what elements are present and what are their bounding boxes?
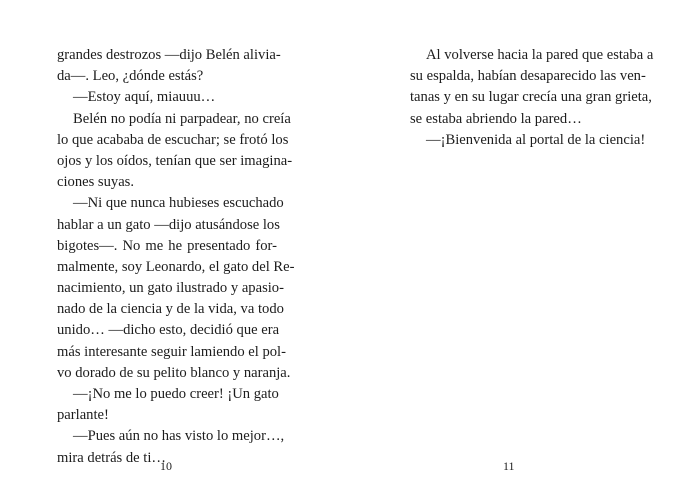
text-line: su espalda, habían desaparecido las ven- [410,68,646,85]
text-line: mira detrás de ti… [57,449,167,466]
right-page-number: 11 [503,459,515,473]
text-line: —¡Bienvenida al portal de la ciencia! [426,131,646,148]
text-line: —¡No me lo puedo creer! ¡Un gato [73,386,279,402]
left-page-text [57,45,295,469]
text-line: Al volverse hacia la pared que estaba a [426,47,654,63]
text-line: nacimiento, un gato ilustrado y apasio- [57,280,284,297]
text-line: —Estoy aquí, miauuu… [73,89,216,106]
text-line: unido… —dicho esto, decidió que era [57,322,280,339]
text-line: vo dorado de su pelito blanco y naranja. [57,364,291,381]
text-line: más interesante seguir lamiendo el pol- [57,343,286,360]
text-line: da—. Leo, ¿dónde estás? [57,68,204,85]
text-line: bigotes—. No me he presentado for- [57,237,277,254]
text-line: ojos y los oídos, tenían que ser imagina- [57,152,293,169]
text-line: grandes destrozos —dijo Belén alivia- [57,47,281,63]
left-page-number: 10 [160,459,172,473]
text-line: Belén no podía ni parpadear, no creía [73,110,291,127]
text-line: malmente, soy Leonardo, el gato del Re- [57,258,295,275]
right-page [350,0,700,500]
text-line: ciones suyas. [57,174,135,191]
right-page-text [410,45,654,151]
text-line: hablar a un gato —dijo atusándose los [57,216,280,233]
text-line: tanas y en su lugar crecía una gran grieta, [410,89,652,106]
text-line: se estaba abriendo la pared… [410,110,582,127]
text-line: lo que acababa de escuchar; se frotó los [57,131,289,148]
text-line: nado de la ciencia y de la vida, va todo [57,301,284,318]
text-line: —Ni que nunca hubieses escuchado [73,195,284,212]
text-line: —Pues aún no has visto lo mejor…, [73,428,285,445]
text-line: parlante! [57,407,109,424]
